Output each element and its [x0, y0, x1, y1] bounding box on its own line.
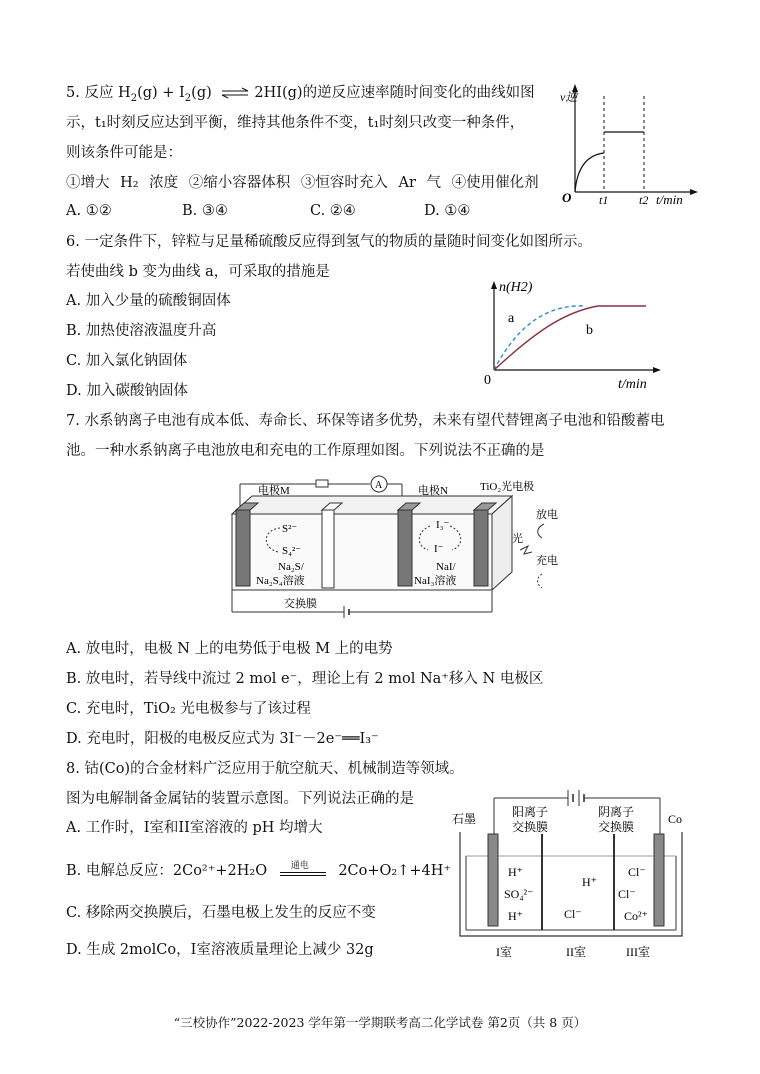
q7-electrode-n: 电极N	[418, 485, 448, 497]
q5-eq-end: (g)	[191, 85, 212, 101]
q6-option-d[interactable]: D. 加入碳酸钠固体	[66, 383, 188, 399]
q8-room1-so4: SO₄²⁻	[504, 887, 534, 901]
q5-graph-origin: O	[562, 190, 572, 205]
q7-battery-diagram	[222, 470, 572, 620]
q8-room1-h1: H⁺	[508, 865, 523, 879]
q5-eq-mid: (g) + I	[137, 85, 185, 101]
q8-option-b-text: B. 电解总反应：2Co²⁺+2H₂O	[66, 863, 268, 879]
q8-line2: 图为电解制备金属钴的装置示意图。下列说法正确的是	[66, 791, 414, 807]
q5-eq-product: 2HI(g)的逆反应速率随时间变化的曲线如图	[254, 85, 535, 101]
q5-option-b[interactable]: B. ③④	[182, 203, 228, 219]
page-footer: “三校协作”2022-2023 学年第一学期联考高二化学试卷 第2页（共 8 页）	[173, 1015, 587, 1030]
q8-cation-membrane-1: 阳离子	[512, 805, 549, 819]
q7-s4: S₄²⁻	[282, 545, 302, 557]
q7-i3: I₃⁻	[436, 519, 450, 531]
q6-line2: 若使曲线 b 变为曲线 a，可采取的措施是	[66, 264, 330, 280]
lightning-icon	[520, 546, 532, 554]
q5-conditions: ①增大 H₂ 浓度 ②缩小容器体积 ③恒容时充入 Ar 气 ④使用催化剂	[66, 175, 539, 191]
q7-na2s: Na₂S/	[278, 561, 304, 573]
q6-graph-ylabel: n(H2)	[499, 280, 533, 295]
q8-option-a[interactable]: A. 工作时，I室和II室溶液的 pH 均增大	[66, 820, 323, 836]
q5-graph-t1: t1	[599, 193, 609, 207]
q5-rate-graph	[556, 80, 706, 210]
q5-graph-ylabel: v逆	[560, 90, 578, 104]
q6-option-a[interactable]: A. 加入少量的硫酸铜固体	[66, 293, 231, 309]
q7-discharge: 放电	[536, 509, 558, 521]
q8-option-d[interactable]: D. 生成 2molCo，I室溶液质量理论上减少 32g	[66, 942, 374, 958]
q5-option-a[interactable]: A. ①②	[66, 203, 112, 219]
q5-line2: 示，t₁时刻反应达到平衡，维持其他条件不变，t₁时刻只改变一种条件，	[66, 115, 525, 131]
q7-charge: 充电	[536, 555, 558, 567]
q8-anion-membrane-2: 交换膜	[598, 820, 635, 834]
q5-graph-t2: t2	[639, 193, 649, 207]
q6-graph-curve-a: a	[508, 311, 515, 326]
q6-graph-xlabel: t/min	[618, 377, 647, 392]
q7-electrode-m: 电极M	[258, 485, 290, 497]
q8-co: Co	[668, 812, 683, 826]
q8-graphite: 石墨	[452, 812, 477, 826]
q5-option-c[interactable]: C. ②④	[310, 203, 356, 219]
q6-line1: 6. 一定条件下，锌粒与足量稀硫酸反应得到氢气的物质的量随时间变化如图所示。	[66, 234, 592, 250]
q5-line1: 5. 反应 $H_2(g) + I_2(g)$ 2HI(g)的逆反应速率随时间变化的曲线如图	[66, 85, 535, 104]
q7-membrane: 交换膜	[284, 598, 317, 610]
q7-tio2: TiO₂光电极	[480, 481, 535, 493]
q8-room1: I室	[496, 945, 512, 959]
q6-option-b[interactable]: B. 加热使溶液温度升高	[66, 323, 217, 339]
q7-na2s4: Na₂S₄溶液	[256, 575, 305, 587]
q8-room2-h: H⁺	[582, 875, 597, 889]
q6-h2-graph	[478, 274, 668, 396]
q6-option-c[interactable]: C. 加入氯化钠固体	[66, 353, 188, 369]
q7-i: I⁻	[434, 543, 444, 555]
q8-room3: III室	[626, 945, 650, 959]
q8-cation-membrane-2: 交换膜	[512, 820, 549, 834]
q8-room2: II室	[566, 945, 586, 959]
q7-nai: NaI/	[436, 561, 456, 573]
q8-electrolysis-arrow	[278, 861, 328, 881]
q6-graph-curve-b: b	[586, 323, 593, 338]
q7-line1: 7. 水系钠离子电池有成本低、寿命长、环保等诸多优势，未来有望代替锂离子电池和铅酸蓄电	[66, 413, 665, 429]
q7-ammeter: A	[375, 480, 383, 491]
q7-nai3: NaI₃溶液	[414, 575, 457, 587]
q8-line1: 8. 钴(Co)的合金材料广泛应用于航空航天、机械制造等领域。	[66, 761, 464, 777]
q7-s2: S²⁻	[282, 523, 298, 535]
q8-b-products: 2Co+O₂↑+4H⁺	[338, 863, 452, 879]
q8-b-condition: 通电	[290, 861, 309, 871]
q7-option-b[interactable]: B. 放电时，若导线中流过 2 mol e⁻，理论上有 2 mol Na⁺移入 N 电极区	[66, 671, 544, 687]
q8-room1-h2: H⁺	[508, 909, 523, 923]
q5-option-d[interactable]: D. ①④	[424, 203, 471, 219]
q8-room3-co: Co²⁺	[624, 909, 648, 923]
q8-room2-cl: Cl⁻	[564, 907, 582, 921]
q8-option-b[interactable]	[66, 861, 451, 881]
q8-anion-membrane-1: 阴离子	[598, 805, 635, 819]
q5-graph-xlabel: t/min	[656, 192, 683, 207]
q5-line3: 则该条件可能是：	[66, 145, 182, 161]
q8-electrolysis-diagram	[446, 786, 702, 966]
equilibrium-arrow-icon	[220, 87, 250, 99]
q7-option-a[interactable]: A. 放电时，电极 N 上的电势低于电极 M 上的电势	[66, 641, 393, 657]
q7-option-d[interactable]: D. 充电时，阳极的电极反应式为 3I⁻－2e⁻══I₃⁻	[66, 731, 379, 747]
q5-prefix: 5. 反应 H	[66, 85, 131, 101]
q6-graph-origin: 0	[484, 373, 491, 388]
q7-option-c[interactable]: C. 充电时，TiO₂ 光电极参与了该过程	[66, 701, 311, 717]
q7-line2: 池。一种水系钠离子电池放电和充电的工作原理如图。下列说法不正确的是	[66, 443, 545, 459]
q8-room3-cl1: Cl⁻	[628, 865, 646, 879]
q7-light: 光	[512, 533, 523, 545]
q8-room3-cl2: Cl⁻	[618, 887, 636, 901]
q8-option-c[interactable]: C. 移除两交换膜后，石墨电极上发生的反应不变	[66, 905, 376, 921]
